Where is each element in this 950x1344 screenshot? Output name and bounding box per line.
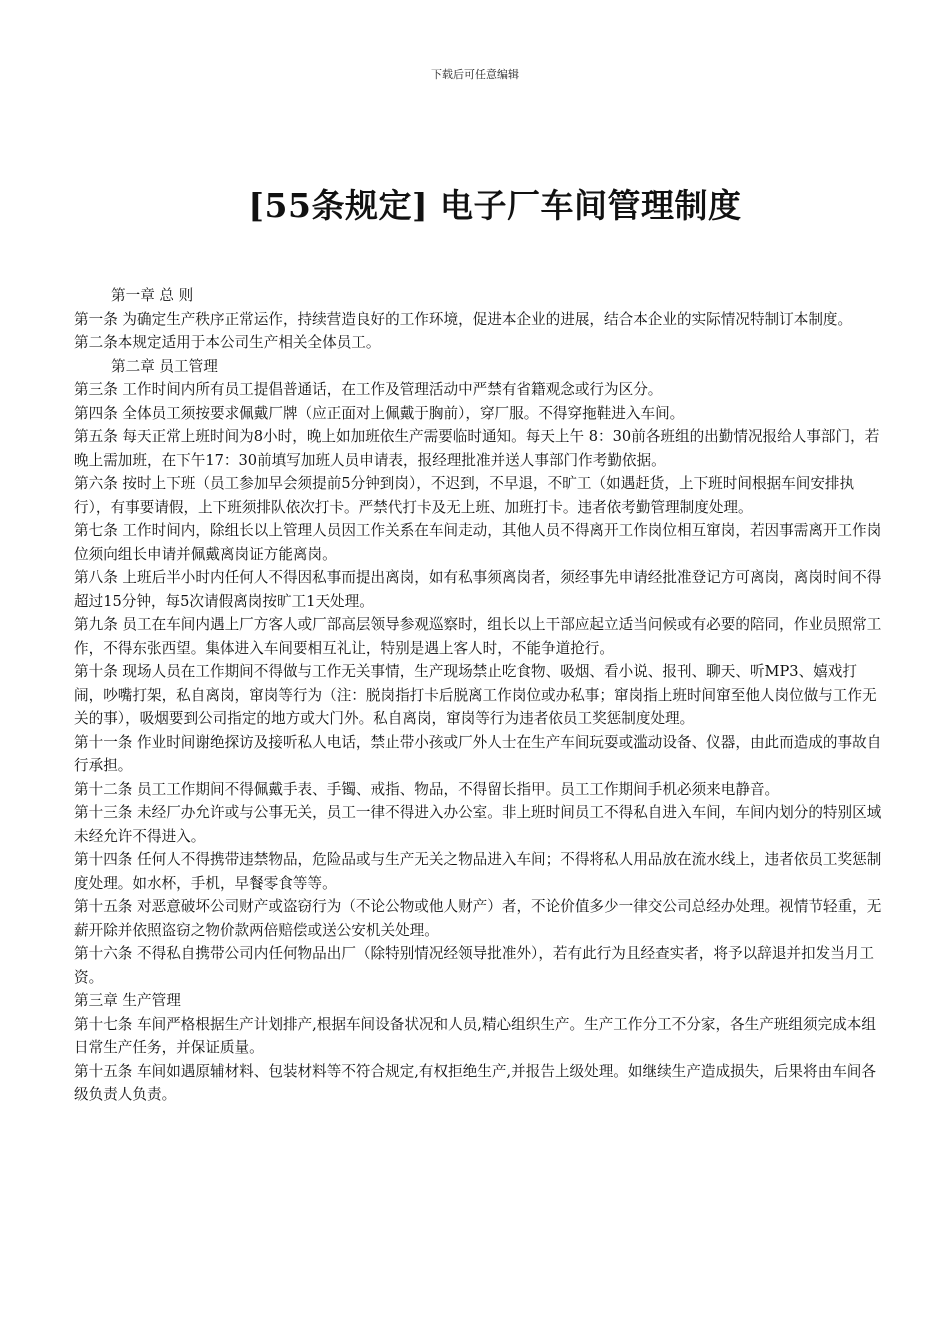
article-paragraph: 第十二条 员工工作期间不得佩戴手表、手镯、戒指、物品，不得留长指甲。员工工作期间手机必须来电静音。	[74, 780, 780, 798]
article-paragraph: 第二条本规定适用于本公司生产相关全体员工。	[74, 334, 381, 351]
document-body	[74, 284, 886, 1107]
article-paragraph: 第十五条 车间如遇原辅材料、包装材料等不符合规定,有权拒绝生产,并报告上级处理。如继续生产造成损失，后果将由车间各级负责人负责。	[74, 1062, 876, 1103]
article-paragraph: 第十五条 对恶意破坏公司财产或盗窃行为（不论公物或他人财产）者，不论价值多少一律交公司总经办处理。视情节轻重，无薪开除并依照盗窃之物价款两倍赔偿或送公安机关处理。	[74, 898, 882, 939]
article-paragraph: 第十四条 任何人不得携带违禁物品，危险品或与生产无关之物品进入车间；不得将私人用品放在流水线上，违者依员工奖惩制度处理。如水杯，手机，早餐零食等等。	[74, 851, 882, 892]
article-paragraph: 第十六条 不得私自携带公司内任何物品出厂（除特别情况经领导批准外），若有此行为且经查实者，将予以辞退并扣发当月工资。	[74, 945, 875, 986]
article-paragraph: 第十三条 未经厂办允许或与公事无关，员工一律不得进入办公室。非上班时间员工不得私自进入车间，车间内划分的特别区域未经允许不得进入。	[74, 804, 882, 845]
article-paragraph: 第四条 全体员工须按要求佩戴厂牌（应正面对上佩戴于胸前），穿厂服。不得穿拖鞋进入车间。	[74, 404, 685, 422]
chapter-heading: 第三章 生产管理	[74, 992, 181, 1009]
header-note: 下载后可任意编辑	[431, 68, 519, 81]
article-paragraph: 第九条 员工在车间内遇上厂方客人或厂部高层领导参观巡察时，组长以上干部应起立适当问候或有必要的陪同，作业员照常工作，不得东张西望。集体进入车间要相互礼让，特别是遇上客人时，不能争道抢行。	[74, 616, 882, 657]
article-paragraph: 第三条 工作时间内所有员工提倡普通话，在工作及管理活动中严禁有省籍观念或行为区分。	[74, 381, 663, 398]
article-paragraph: 第七条 工作时间内，除组长以上管理人员因工作关系在车间走动，其他人员不得离开工作岗位相互窜岗，若因事需离开工作岗位须向组长申请并佩戴离岗证方能离岗。	[74, 522, 882, 563]
article-paragraph: 第六条 按时上下班（员工参加早会须提前5分钟到岗），不迟到，不早退，不旷工（如遇赶货，上下班时间根据车间安排执行），有事要请假，上下班须排队依次打卡。严禁代打卡及无上班、加班打卡。违者依考勤管理制度处理。	[74, 475, 855, 516]
document-title: [55条规定] 电子厂车间管理制度	[248, 186, 742, 225]
article-paragraph: 第五条 每天正常上班时间为8小时，晚上如加班依生产需要临时通知。每天上午 8：30前各班组的出勤情况报给人事部门，若晚上需加班，在下午17：30前填写加班人员申请表，报经理批准并送人事部门作考勤依据。	[74, 428, 880, 469]
chapter-heading: 第一章 总 则	[111, 287, 194, 304]
article-paragraph: 第一条 为确定生产秩序正常运作，持续营造良好的工作环境，促进本企业的进展，结合本企业的实际情况特制订本制度。	[74, 310, 853, 328]
article-paragraph: 第十七条 车间严格根据生产计划排产,根据车间设备状况和人员,精心组织生产。生产工作分工不分家，各生产班组须完成本组日常生产任务，并保证质量。	[74, 1015, 876, 1056]
chapter-heading: 第二章 员工管理	[111, 357, 218, 375]
article-paragraph: 第十一条 作业时间谢绝探访及接听私人电话，禁止带小孩或厂外人士在生产车间玩耍或滥动设备、仪器，由此而造成的事故自行承担。	[74, 733, 882, 774]
article-paragraph: 第八条 上班后半小时内任何人不得因私事而提出离岗，如有私事须离岗者，须经事先申请经批准登记方可离岗，离岗时间不得超过15分钟，每5次请假离岗按旷工1天处理。	[74, 569, 882, 610]
article-paragraph: 第十条 现场人员在工作期间不得做与工作无关事情，生产现场禁止吃食物、吸烟、看小说、报刊、聊天、听MP3、嬉戏打闹，吵嘴打架，私自离岗，窜岗等行为（注：脱岗指打卡后脱离工作岗位或办私事；窜岗指上班时间窜至他人岗位做与工作无关的事），吸烟要到公司指定的地方或大门外。私自离岗，窜岗等行为违者依员工奖惩制度处理。	[74, 663, 877, 727]
